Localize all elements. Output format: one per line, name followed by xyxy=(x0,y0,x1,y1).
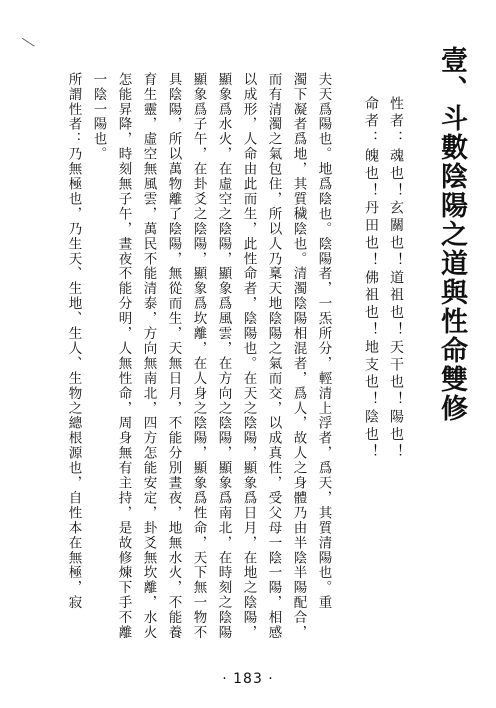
body-column: 濁下凝者爲地，其質穢陰也。清濁陰陽相混者，爲人，故人之身體乃由半陰半陽配合， xyxy=(290,72,307,641)
body-column: 所謂性者：乃無極也，乃生天、生地、生人、生物之總根源也，自性本在無極，寂 xyxy=(65,72,82,611)
verse-line: 命者：魄也！丹田也！佛祖也！地支也！陰也！ xyxy=(363,96,379,462)
body-column: 顯象爲水火，在虛空之陰陽，顯象爲風雲，在方向之陰陽，顯象爲南北，在時刻之陰陽 xyxy=(215,72,232,641)
body-column: 具陰陽，所以萬物離了陰陽，無從而生，天無日月，不能分別晝夜，地無水火，不能養 xyxy=(165,72,182,641)
chapter-title: 壹、斗數陰陽之道與性命雙修 xyxy=(436,46,467,423)
page-number: · 183 · xyxy=(222,671,274,687)
body-column: 而有清濁之氣包住，所以人乃稟天地陰陽之氣而交，以成真性，受父母一陰一陽，相感 xyxy=(265,72,282,641)
body-column: 以成形，人命由此而生，此性命者，陰陽也。在天之陰陽，顯象爲日月，在地之陰陽， xyxy=(240,72,257,641)
body-column: 一陰一陽也。 xyxy=(90,72,107,162)
verse-line: 性者：魂也！玄關也！道祖也！天干也！陽也！ xyxy=(388,96,404,462)
body-column: 夫天爲陽也。地爲陰也。陰陽者，一炁所分，輕清上浮者，爲天，其質清陽也。重 xyxy=(315,72,332,611)
body-column: 育生靈，虛空無風雲，萬民不能清泰，方向無南北，四方怎能安定，卦爻無坎離，水火 xyxy=(140,72,157,641)
body-column: 怎能昇降，時刻無子午，晝夜不能分明，人無性命，周身無有主持，是故修煉下手不離 xyxy=(115,72,132,641)
scan-mark: ╲ xyxy=(22,35,35,50)
body-column: 顯象爲子午，在卦爻之陰陽，顯象爲坎離，在人身之陰陽，顯象爲性命，天下無一物不 xyxy=(190,72,207,641)
